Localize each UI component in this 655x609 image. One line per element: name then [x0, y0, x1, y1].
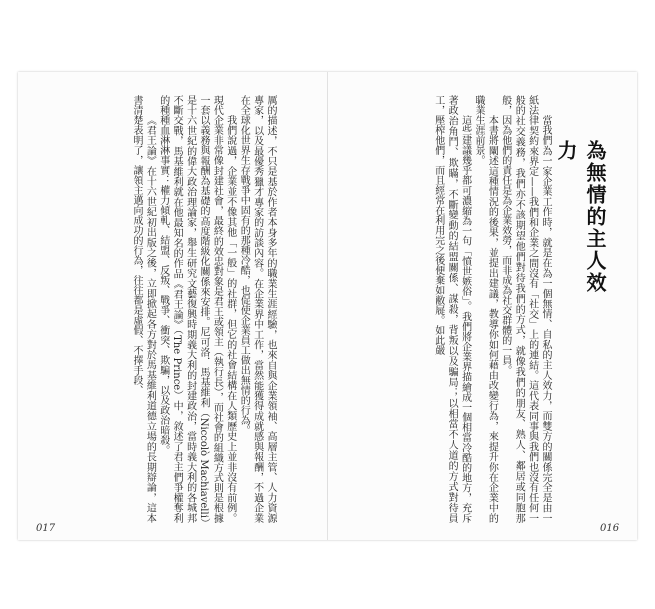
paragraph: 這些建議幾乎都可濃縮為一句「憤世嫉俗」。我們將企業界描繪成一個相當冷酷的地方，充斥著政治角鬥、欺瞞，不斷變動的結盟關係、謀殺，背叛以及騙局；以相當不人道的方式對待員工，壓榨他們，而且經常在利用完之後便棄如敝屣。如此嚴 — [432, 95, 471, 523]
chapter-title: 為無情的主人效力 — [554, 140, 607, 294]
paragraph: 厲的描述，不只是基於作者本身多年的職業生涯經驗，也來自與企業領袖、高層主管、人力資源專家，以及最優秀獵才專家的訪談內容。在企業界中工作，當然能獲得成就感與報酬，不過企業在全球化世界生存戰爭中固有的那種冷酷，也促使企業員工做出無情的行為。 — [238, 95, 276, 523]
page-number-right: 016 — [600, 523, 620, 534]
paragraph: 《君王論》在十六世紀初出版之後，立即掀起各方對於馬基維利道德立場的長期辯論，這本書清楚表明了，讓領主邁向成功的行為，往往都是虛假、不擇手段、 — [130, 95, 156, 523]
paragraph: 當我們為一家企業工作時，就是在為一個無情、自私的主人效力，而雙方的關係完全是由一紙法律契約來界定——我們和企業之間沒有「社交」上的連結。這代表同事與我們也沒有任何一般的社交義務，我們亦不該期望他們對待我們的方式，就像我們的朋友、熟人、鄰居或同胞那般，因為他們的責任是為企業效勞，而非成為社交群體的一員。 — [499, 95, 551, 523]
left-page-body — [82, 95, 277, 523]
book-gutter — [327, 72, 328, 540]
right-page-body — [347, 95, 552, 523]
paragraph: 本書將闡述這種情況的後果，並提出建議，教導你如何藉由改變行為，來提升你在企業中的職業生涯前景。 — [472, 95, 498, 523]
paragraph: 我們說過，企業並不像其他「一般」的社群，但它的社會結構在人類歷史上並非沒有前例。現代企業非常像封建社會，最終的效忠對象是君王或領主（執行長），而社會的組織方式則是根據一套以義務與報酬為基礎的高度階級化關係來安排。尼可洛．馬基維利（Niccolò Machiavelli）是十六世紀的偉大政治理論家，舉生研究文藝復興時期義大利的封建政治，當時義大利的各城邦不斷交戰，馬基維利就在他最知名的作品《君王論》（The Prince）中，敘述了君主們爭權奪利的種種血淋淋事實：權力傾軋、結盟、反叛、戰爭、衝突、欺騙，以及政治暗殺。 — [157, 95, 236, 523]
page-number-left: 017 — [36, 523, 56, 534]
